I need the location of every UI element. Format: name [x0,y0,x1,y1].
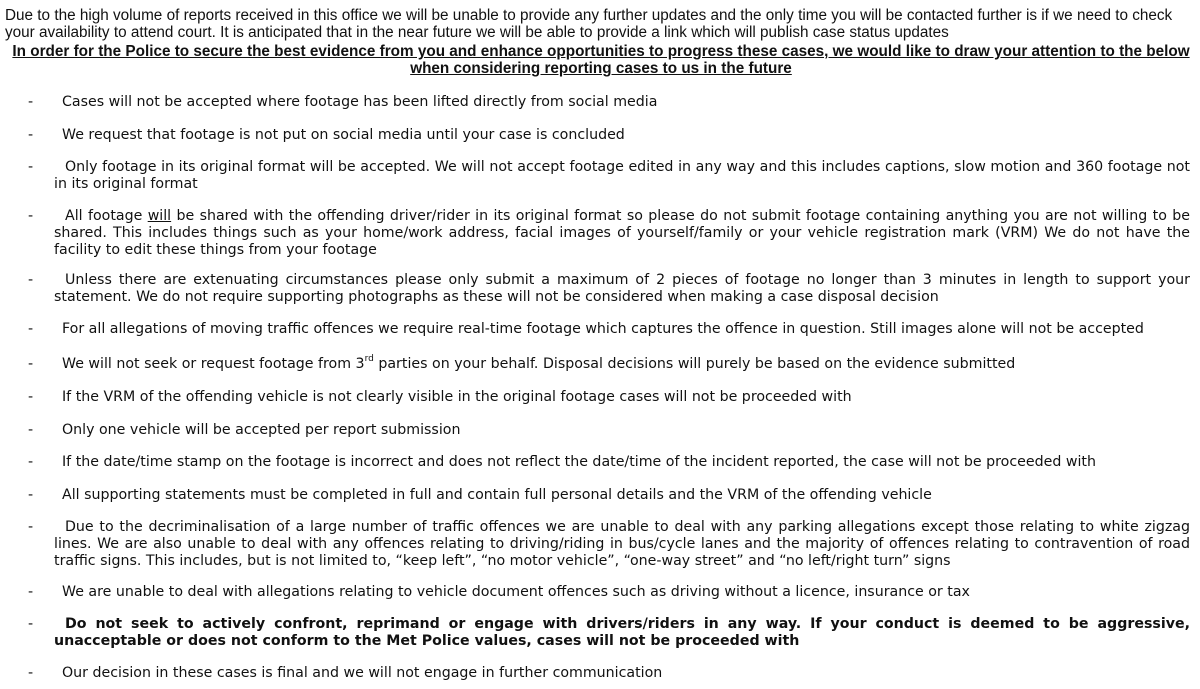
intro-paragraph: Due to the high volume of reports received in this office we will be unable to provide any further updates and the only time you will be contacted further is if we need to check your availability to attend court. It is anticipated that in the near future we will be able to provide a link which will publish case status updates [5,7,1173,41]
item-text-part: parties on your behalf. Disposal decisions will purely be based on the evidence submitted [373,356,1016,372]
bullet-dash: - [28,422,34,438]
bullet-dash: - [28,272,34,288]
item-text [54,356,1190,373]
emphasis-word: will [147,208,172,224]
bullet-dash: - [28,519,34,535]
item-text: Do not seek to actively confront, reprimand or engage with drivers/riders in any way. If your conduct is deemed to be aggressive, unacceptable or does not conform to the Met Police values, cases will not be proceeded with [54,616,1190,649]
item-text: If the VRM of the offending vehicle is not clearly visible in the original footage cases will not be proceeded with [62,389,852,405]
item-text: Cases will not be accepted where footage has been lifted directly from social media [62,94,658,110]
item-text-part: All footage [65,208,148,224]
bullet-dash: - [28,487,34,503]
item-text: Only footage in its original format will be accepted. We will not accept footage edited in any way and this includes captions, slow motion and 360 footage not in its original format [54,159,1190,192]
item-text: We request that footage is not put on social media until your case is concluded [62,127,625,143]
bullet-dash: - [28,454,34,470]
item-text: Our decision in these cases is final and we will not engage in further communication [62,665,663,681]
item-text [54,208,1190,259]
bullet-dash: - [28,94,34,110]
bullet-dash: - [28,208,34,224]
bullet-dash: - [28,127,34,143]
item-text-part: We will not seek or request footage from 3 [62,356,365,372]
item-text: Unless there are extenuating circumstances please only submit a maximum of 2 pieces of footage no longer than 3 minutes in length to support your statement. We do not require supporting photographs as these will not be considered when making a case disposal decision [54,272,1190,305]
item-text: Due to the decriminalisation of a large number of traffic offences we are unable to deal with any parking allegations except those relating to white zigzag lines. We are also unable to deal with any offences relating to driving/riding in bus/cycle lanes and the majority of offences relating to contravention of road traffic signs. This includes, but is not limited to, “keep left”, “no motor vehicle”, “one-way street” and “no left/right turn” signs [54,519,1190,569]
notice-heading: In order for the Police to secure the best evidence from you and enhance opportunities to progress these cases, we would like to draw your attention to the below when considering reporting cases to us in the future [12,43,1190,77]
bullet-dash: - [28,159,34,175]
item-text: We are unable to deal with allegations relating to vehicle document offences such as driving without a licence, insurance or tax [62,584,970,600]
item-text: Only one vehicle will be accepted per report submission [62,422,461,438]
bullet-dash: - [28,389,34,405]
bullet-dash: - [28,321,34,337]
bullet-dash: - [28,584,34,600]
item-text: If the date/time stamp on the footage is incorrect and does not reflect the date/time of the incident reported, the case will not be proceeded with [62,454,1096,470]
item-text: All supporting statements must be completed in full and contain full personal details and the VRM of the offending vehicle [62,487,932,503]
bullet-dash: - [28,356,34,372]
bullet-dash: - [28,665,34,681]
item-text: For all allegations of moving traffic offences we require real-time footage which captures the offence in question. Still images alone will not be accepted [62,321,1144,337]
bullet-dash: - [28,616,34,632]
ordinal-suffix: rd [364,354,374,364]
item-text-part: be shared with the offending driver/rider in its original format so please do not submit footage containing anything you are not willing to be shared. This includes things such as your home/work address, facial images of yourself/family or your vehicle registration mark (VRM) We do not have the facility to edit these things from your footage [54,208,1190,258]
